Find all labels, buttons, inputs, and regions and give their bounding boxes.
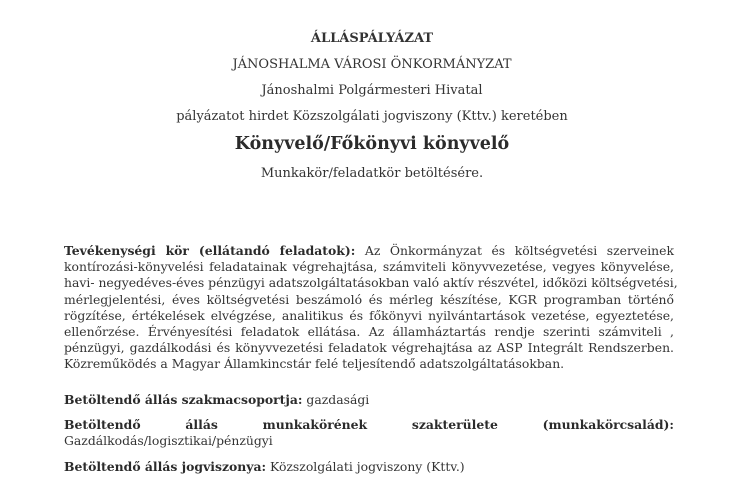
office-name: Jánoshalmi Polgármesteri Hivatal <box>261 83 483 98</box>
organization-name: JÁNOSHALMA VÁROSI ÖNKORMÁNYZAT <box>232 57 512 72</box>
document-title: ÁLLÁSPÁLYÁZAT <box>310 31 434 46</box>
job-field-section <box>64 417 674 449</box>
job-field-label: Betöltendő állás munkakörének szakterülete (munkakörcsalád): <box>64 417 674 432</box>
duties-line: havi- negyedéves-éves pénzügyi adatszolgáltatásokban való aktív részvétel, időközi költségvetési, <box>64 275 678 291</box>
duties-line: pénzügyi, gazdálkodási és könyvvezetési feladatok végrehajtása az ASP Integrált Rendszerben. <box>64 340 674 356</box>
professional-group-line <box>64 392 674 408</box>
job-field-value: Gazdálkodás/logisztikai/pénzügyi <box>64 433 273 449</box>
duties-line <box>64 243 674 259</box>
legal-relationship-line <box>64 459 674 475</box>
announcement-text: pályázatot hirdet Közszolgálati jogviszony (Kttv.) keretében <box>176 109 568 124</box>
duties-line: rögzítése, értékelések elvégzése, analitikus és főkönyvi nyilvántartások vezetése, egyeztetése, <box>64 307 674 323</box>
duties-label: Tevékenységi kör (ellátandó feladatok): <box>64 243 356 258</box>
professional-group-label: Betöltendő állás szakmacsoportja: <box>64 392 303 407</box>
legal-relationship-label: Betöltendő állás jogviszonya: <box>64 459 267 474</box>
duties-section <box>64 243 678 373</box>
position-title: Könyvelő/Főkönyvi könyvelő <box>234 134 510 154</box>
duties-line: kontírozási-könyvelési feladatainak végrehajtása, számviteli könyvvezetése, vegyes könyvelése, <box>64 259 674 275</box>
duties-line: ellenőrzése. Érvényesítési feladatok ellátása. Az államháztartás rendje szerinti számviteli , <box>64 323 674 339</box>
position-subtitle: Munkakör/feladatkör betöltésére. <box>260 166 484 181</box>
legal-relationship-value: Közszolgálati jogviszony (Kttv.) <box>266 459 465 474</box>
duties-line: mérlegjelentési, éves költségvetési beszámoló és mérleg készítése, KGR programban történő <box>64 291 674 307</box>
legal-relationship-section <box>64 459 674 475</box>
professional-group-value: gazdasági <box>302 392 370 407</box>
professional-group-section <box>64 392 674 408</box>
duties-text: Az Önkormányzat és költségvetési szerveinek <box>355 243 674 258</box>
duties-line: Közreműködés a Magyar Államkincstár felé teljesítendő adatszolgáltatásokban. <box>64 356 565 372</box>
